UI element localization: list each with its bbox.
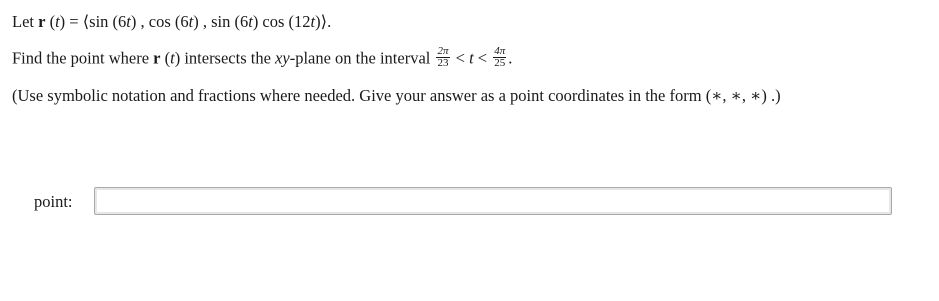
upper-bound-numerator: 4π (494, 45, 506, 57)
point-answer-input[interactable] (94, 187, 892, 215)
question-middle: -plane on the interval (289, 48, 435, 68)
let-text: Let (12, 12, 39, 31)
instructions-text: (Use symbolic notation and fractions where needed. Give your answer as a point coordinates in the form (∗, ∗, ∗) .) (12, 86, 781, 105)
definition-part: ) , cos (6 (130, 12, 189, 31)
variable-t: t (170, 48, 175, 68)
variable-t: t (310, 12, 316, 31)
vector-r: r (153, 48, 161, 68)
question-middle: ) intersects the (174, 48, 276, 68)
variable-t: t (126, 12, 131, 31)
question-text (12, 45, 513, 71)
variable-t: t (55, 12, 60, 31)
upper-bound-denominator: 25 (494, 57, 506, 69)
paren-open: ( (45, 12, 56, 31)
paren-open: ( (160, 48, 171, 68)
variable-t: t (469, 48, 474, 68)
definition-start: ) = ⟨sin (6 (59, 12, 127, 31)
lower-bound-numerator: 2π (437, 45, 449, 57)
definition-part: ) cos (12 (252, 12, 311, 31)
lower-bound-denominator: 23 (437, 57, 449, 69)
point-label: point: (34, 192, 73, 211)
upper-bound-fraction (493, 46, 506, 69)
less-than: < (451, 48, 470, 68)
period: . (508, 48, 513, 68)
function-definition (12, 12, 331, 32)
definition-end: )⟩. (315, 12, 332, 31)
less-than: < (473, 48, 492, 68)
question-prefix: Find the point where (12, 48, 154, 68)
lower-bound-fraction (436, 46, 449, 69)
definition-part: ) , sin (6 (193, 12, 249, 31)
vector-r: r (38, 12, 46, 31)
plane-name: xy (275, 48, 290, 68)
variable-t: t (188, 12, 194, 31)
variable-t: t (248, 12, 253, 31)
